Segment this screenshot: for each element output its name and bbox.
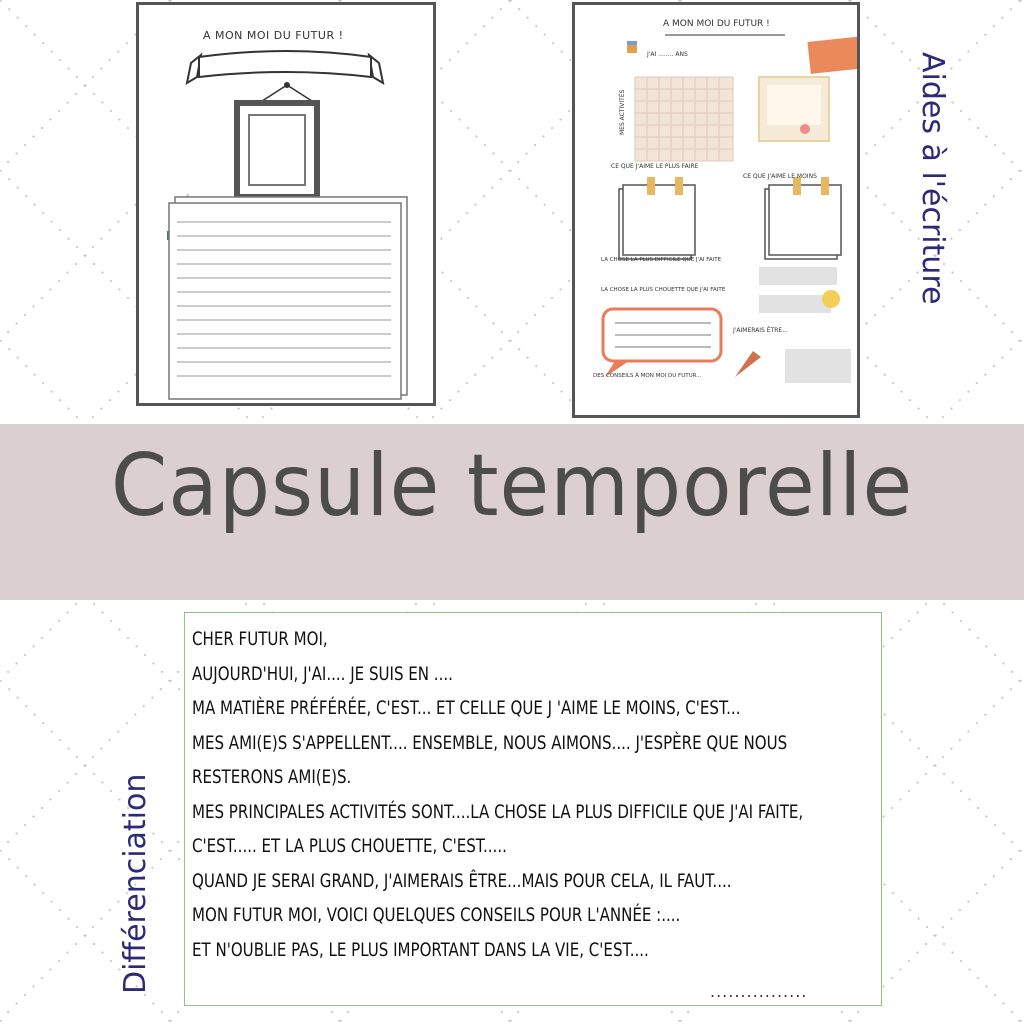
letter-line: MES PRINCIPALES ACTIVITÉS SONT....LA CHOSE LA PLUS DIFFICILE QUE J'AI FAITE, <box>192 800 804 823</box>
letter-line: MA MATIÈRE PRÉFÉRÉE, C'EST... ET CELLE QUE J 'AIME LE MOINS, C'EST... <box>192 697 741 719</box>
coolest-label: LA CHOSE LA PLUS CHOUETTE QUE J'AI FAITE <box>601 287 726 293</box>
page-title: Capsule temporelle <box>110 436 914 536</box>
letter-line: MES AMI(E)S S'APPELLENT.... ENSEMBLE, NOUS AIMONS.... J'ESPÈRE QUE NOUS <box>192 731 788 754</box>
letter-line: QUAND JE SERAI GRAND, J'AIMERAIS ÊTRE...MAIS POUR CELA, IL FAUT.... <box>192 869 732 892</box>
would-like-label: J'AIMERAIS ÊTRE... <box>733 327 788 334</box>
letter-line: AUJOURD'HUI, J'AI.... JE SUIS EN .... <box>192 662 453 685</box>
letter-line: C'EST..... ET LA PLUS CHOUETTE, C'EST..... <box>192 835 507 857</box>
like-most-label: CE QUE J'AIME LE PLUS FAIRE <box>611 163 699 170</box>
letter-line: CHER FUTUR MOI, <box>192 628 328 650</box>
letter-line: MON FUTUR MOI, VOICI QUELQUES CONSEILS POUR L'ANNÉE :.... <box>192 904 681 926</box>
activities-label: MES ACTIVITÉS <box>619 89 626 135</box>
letter-line: ET N'OUBLIE PAS, LE PLUS IMPORTANT DANS LA VIE, C'EST.... <box>192 938 649 961</box>
letter-template-text <box>192 622 872 967</box>
writing-aids-label: Aides à l'écriture <box>915 52 950 305</box>
lined-paper-lines <box>169 212 399 392</box>
worksheet-guided-illustration <box>575 5 857 415</box>
letter-line: RESTERONS AMI(E)S. <box>192 766 352 788</box>
worksheet-preview-guided <box>572 2 860 418</box>
like-least-label: CE QUE J'AIME LE MOINS <box>743 173 817 180</box>
age-label: J'AI ........ ANS <box>647 51 688 58</box>
advice-label: DES CONSEILS À MON MOI DU FUTUR... <box>593 373 702 379</box>
closing-dots: ................ <box>710 982 808 1001</box>
hardest-label: LA CHOSE LA PLUS DIFFICILE QUE J'AI FAITE <box>601 257 722 263</box>
differentiation-label: Différenciation <box>118 773 153 994</box>
left-sheet-header: A MON MOI DU FUTUR ! <box>203 29 344 42</box>
right-sheet-header: A MON MOI DU FUTUR ! <box>663 19 770 29</box>
